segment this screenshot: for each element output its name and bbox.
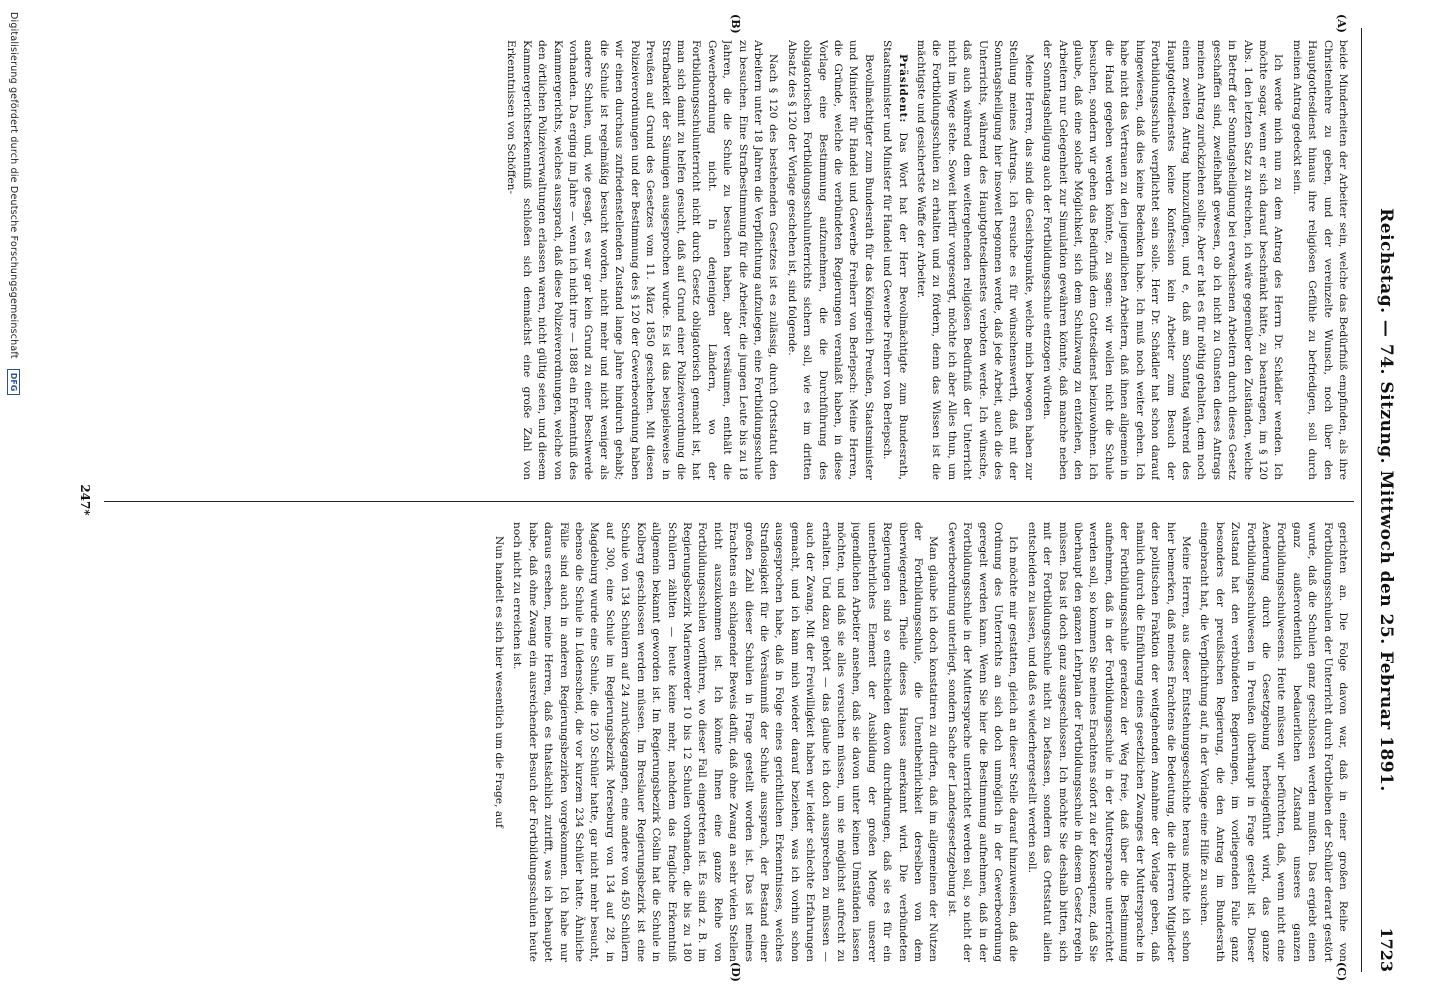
- digitization-footer: [4, 0, 24, 1000]
- right-column: [110, 522, 1350, 962]
- right-paragraph: Meine Herren, aus dieser Entstehungsgeschichte heraus möchte ich schon hier bemerken, daß meines Erachtens die Bedeutung, die die Herren Mitglieder der politischen Fraktion der weitgehenden Annahme der Vorlage geben, daß nämlich durch die Einführung eines gesetzlichen Zwanges der Muttersprache in der Fortbildungsschule geradezu der Weg freie, daß über die Bestimmung aufnehmen, daß in der Fortbildungsschule in der Muttersprache unterrichtet werden soll, so kommen Sie meines Erachtens sofort zu der Konsequenz, daß Sie überhaupt den ganzen Lehrplan der Fortbildungsschule in diesem Gesetz regeln müssen. Das ist doch ganz ausgeschlossen. Ich möchte Sie deshalb bitten, sich mit der Fortbildungsschule nicht zu befassen, sondern das Ortsstatut allein entscheiden zu lassen, und daß es wiederhergestellt werden soll.: [1025, 522, 1192, 962]
- page-header: [1366, 28, 1396, 972]
- speaker-text: Das Wort hat der Herr Bevollmächtigte zum Bundesrath, Staatsminister und Minister für Handel und Gewerbe Freiherr von Berlepsch.: [881, 40, 909, 480]
- header-title: Reichstag. — 74. Sitzung. Mittwoch den 25. Februar 1891.: [1376, 208, 1396, 792]
- marker-b: (B): [729, 14, 742, 34]
- left-column: [110, 40, 1350, 480]
- footer-page-number: 247*: [78, 484, 92, 516]
- dfg-logo: DFG: [8, 369, 21, 396]
- left-paragraph: Ich werde mich nun zu dem Antrag des Herrn Dr. Schädler wenden. Ich möchte sogar, wenn er sich darauf beschränkt hätte, zu beantragen, im § 120 Abs. 1 den letzten Satz zu streichen, ich wäre gegenüber den Zuständen, welche in Betreff der Sonntagsheiligung bei erwachsenen Arbeitern durch dieses Gesetz geschaffen sind, zweifelhaft gewesen, ob ich nicht zu Gunsten dieses Antrags meinen Antrag zurückziehen sollte. Aber er hat es für nöthig gehalten, dem noch einen zweiten Antrag hinzuzufügen, und e, daß am Sonntag während des Hauptgottesdienstes keine Konfession kein Arbeiter zum Besuch der Fortbildungsschule verpflichtet sein solle. Herr Dr. Schädler hat schon darauf hingewiesen, daß dies keine Bedenken habe. Ich muß noch weiter gehen. Ich habe nicht das Vertrauen zu den jugendlichen Arbeitern, daß ihnen allgemein in die Hand gegeben werden könnte, zu sagen: wir wollen nicht die Schule besuchen, sondern wir gehen das Bedürfniß dem Gottesdienst beizuwohnen. Ich glaube, daß eine solche Möglichkeit, sich dem Schulzwang zu entziehen, den Arbeitern nur Gelegenheit zur Simulation gewähren könnte, daß manche neben der Sonntagsheiligung auch der Fortbildungsschule entzogen würden.: [1041, 40, 1285, 480]
- marker-d: (D): [729, 962, 742, 982]
- left-paragraph: Nach § 120 des bestehenden Gesetzes ist es zulässig, durch Ortsstatut den Arbeitern unter 18 Jahren die Verpflichtung aufzulegen, eine Fortbildungsschule zu besuchen. Eine Strafbestimmung für die Arbeiter, die jungen Leute bis zu 18 Jahren, die die Schule zu besuchen haben, aber versäumen, enthält die Gewerbeordnung nicht. In denjenigen Ländern, wo der Fortbildungsschulunterricht nicht durch Gesetz obligatorisch gemacht ist, hat man sich damit zu helfen gesucht, daß auf Grund einer Polizeiverordnung die Strafbarkeit der Säumigen ausgesprochen wurde. Es ist das beispielsweise in Preußen auf Grund des Gesetzes vom 11. März 1850 geschehen. Mit diesen Polizeiverordnungen und der Bestimmung des § 120 der Gewerbeordnung haben wir einen durchaus zufriedenstellenden Zustand lange Jahre hindurch gehabt; die Schule ist regelmäßig besucht worden, nicht mehr und nicht weniger als andere Schulen, und, wie gesagt, es war gar kein Grund zu einer Beschwerde vorhanden. Da erging im Jahre — wenn ich nicht irre — 1888 ein Erkenntniß des Kammergerichts, welches aussprach, daß diese Polizeiverordnungen, welche von den örtlichen Polizeiverwaltungen erlassen waren, nicht gültig seien, und diesem Kammergerichtserkenntniß schloßen sich demnächst eine große Zahl von Erkenntnissen von Schöffen-: [505, 40, 780, 480]
- column-divider: [104, 501, 1354, 502]
- right-paragraph: gerichten an. Die Folge davon war, daß in einer großen Reihe von Fortbildungsschulen der Unterricht durch Fortbleiben der Schüler derart gestört wurde, daß die Schulen ganz geschlossen werden mußten. Das ergiebt einen ganz außerordentlich bedauerlichen Zustand unseres ganzen Fortbildungsschulwesens. Heute müssen wir befürchten, daß, wenn nicht eine Aenderung durch die Gesetzgebung herbeigeführt wird, das ganze Fortbildungsschulwesen in Preußen überhaupt in Frage gestellt ist. Dieser Zustand hat den verbündeten Regierungen, im vorliegenden Falle ganz besonders der preußischen Regierung, die den Antrag im Bundesrath eingebracht hat, die Verpflichtung auf, in der Vorlage eine Hilfe zu suchen.: [1198, 522, 1349, 962]
- marker-c: (C): [1335, 962, 1348, 982]
- speaker-label: Präsident:: [896, 54, 909, 124]
- left-paragraph: beide Minderheiten der Arbeiter sein, welche das Bedürfniß empfinden, als ihre Christenlehre zu geben, und der vereinzelte Wunsch, noch über den Hauptgottesdienst hinaus ihre religiösen Gefühle zu befriedigen, soll durch meinen Antrag gedeckt sein.: [1290, 40, 1349, 480]
- speaker-paragraph: [879, 40, 910, 480]
- marker-a: (A): [1335, 14, 1348, 33]
- right-paragraph: Ich möchte mir gestatten, gleich an dieser Stelle darauf hinzuweisen, daß die Ordnung des Unterrichts an sich doch unmöglich in der Gewerbeordnung geregelt werden kann. Wenn Sie hier die Bestimmung aufnehmen, daß in der Fortbildungsschule in der Muttersprache unterrichtet werden soll, so nicht der Gewerbeordnung unterliegt, sondern Sache der Landesgesetzgebung ist.: [945, 522, 1020, 962]
- header-page-number: 1723: [1377, 927, 1396, 972]
- right-paragraph: Man glaube ich doch konstatiren zu dürfen, daß im allgemeinen der Nutzen der Fortbildungsschule, die Unentbehrlichkeit derselben von dem überwiegenden Theile dieses Hauses anerkannt wird. Die verbündeten Regierungen sind so entschieden davon durchdrungen, daß sie es für ein unentbehrliches Element der Ausbildung der großen Menge unserer jugendlichen Arbeiter ansehen, daß sie davon unter keinen Umständen lassen möchten, und daß sie alles versuchen müssen, um sie möglichst aufrecht zu erhalten. Und dazu gehört — das glaube ich doch aussprechen zu müssen — auch der Zwang. Mit der Freiwilligkeit haben wir leider schlechte Erfahrungen gemacht, und ich kann mich wieder darauf beziehen, was ich vorhin schon ausgesprochen habe, daß in Folge eines gerichtlichen Erkenntnisses, welches Straflosigkeit für die Versäumniß der Schule aussprach, der Bestand einer großen Zahl dieser Schulen in Frage gestellt worden ist. Das ist meines Erachtens ein schlagender Beweis dafür, daß ohne Zwang an sehr vielen Stellen nicht auszukommen ist. Ich könnte Ihnen eine ganze Reihe von Fortbildungsschulen vorführen, wo dieser Fall eingetreten ist. Es sind z. B. im Regierungsbezirk Marienwerder 10 bis 12 Schulen vorhanden, die bis zu 180 Schülern zählten — heute keine mehr, nachdem das fragliche Erkenntniß allgemein bekannt geworden ist. Im Regierungsbezirk Cöslin hat die Schule in Kolberg geschlossen werden müssen. Im Breslauer Regierungsbezirk ist eine Schule von 134 Schülern auf 24 zurückgegangen, eine andere von 450 Schülern auf 300, eine Schule im Regierungsbezirk Merseburg von 134 auf 28, in Magdeburg wurde eine Schule, die 120 Schüler hatte, gar nicht mehr besucht, ebenso die Schule in Lüdenscheid, die vor kurzem 234 Schüler hatte. Ähnliche Fälle sind auch in anderen Regierungsbezirken vorgekommen. Ich habe nur daraus ersehen, meine Herren, daß es thatsächlich zutrifft, was ich behauptet habe, daß ohne Zwang ein ausreichender Besuch der Fortbildungsschulen heute noch nicht zu erreichen ist.: [511, 522, 940, 962]
- digitization-note: Digitalisierung gefördert durch die Deutsche Forschungsgemeinschaft: [8, 12, 20, 359]
- right-paragraph: Nun handelt es sich hier wesentlich um die Frage, auf: [493, 536, 506, 828]
- left-paragraph: Meine Herren, das sind die Gesichtspunkte, welche mich bewogen haben zur Stellung meines Antrags. Ich ersuche es für wünschenswerth, daß mit der Sonntagsheiligung hier insoweit begonnen werde, daß jede Arbeit, auch die des Unterrichts, während des Hauptgottesdienstes verboten werde. Ich wünsche, daß auch während dem weitergehenden religiösen Bedürfniß der Unterricht nicht im Wege stehe. Soweit hierfür vorgesorgt, möchte ich aber Alles thun, um die Fortbildungsschulen zu erhalten und zu fördern, denn das Wissen ist die mächtigste und gesichertste Waffe der Arbeiter.: [915, 40, 1035, 480]
- left-paragraph: Bevollmächtigter zum Bundesrath für das Königreich Preußen, Staatsminister und Minister für Handel und Gewerbe Freiherr von Berlepsch: Meine Herren, die Gründe, welche die verbündeten Regierungen veranlaßt haben, in diese Vorlage eine Bestimmung aufzunehmen, die die Durchführung des obligatorischen Fortbildungsschulunterrichts sichern soll, wie es im dritten Absatz des § 120 der Vorlage geschehen ist, sind folgende.: [785, 40, 875, 480]
- header-rule: [1361, 28, 1362, 972]
